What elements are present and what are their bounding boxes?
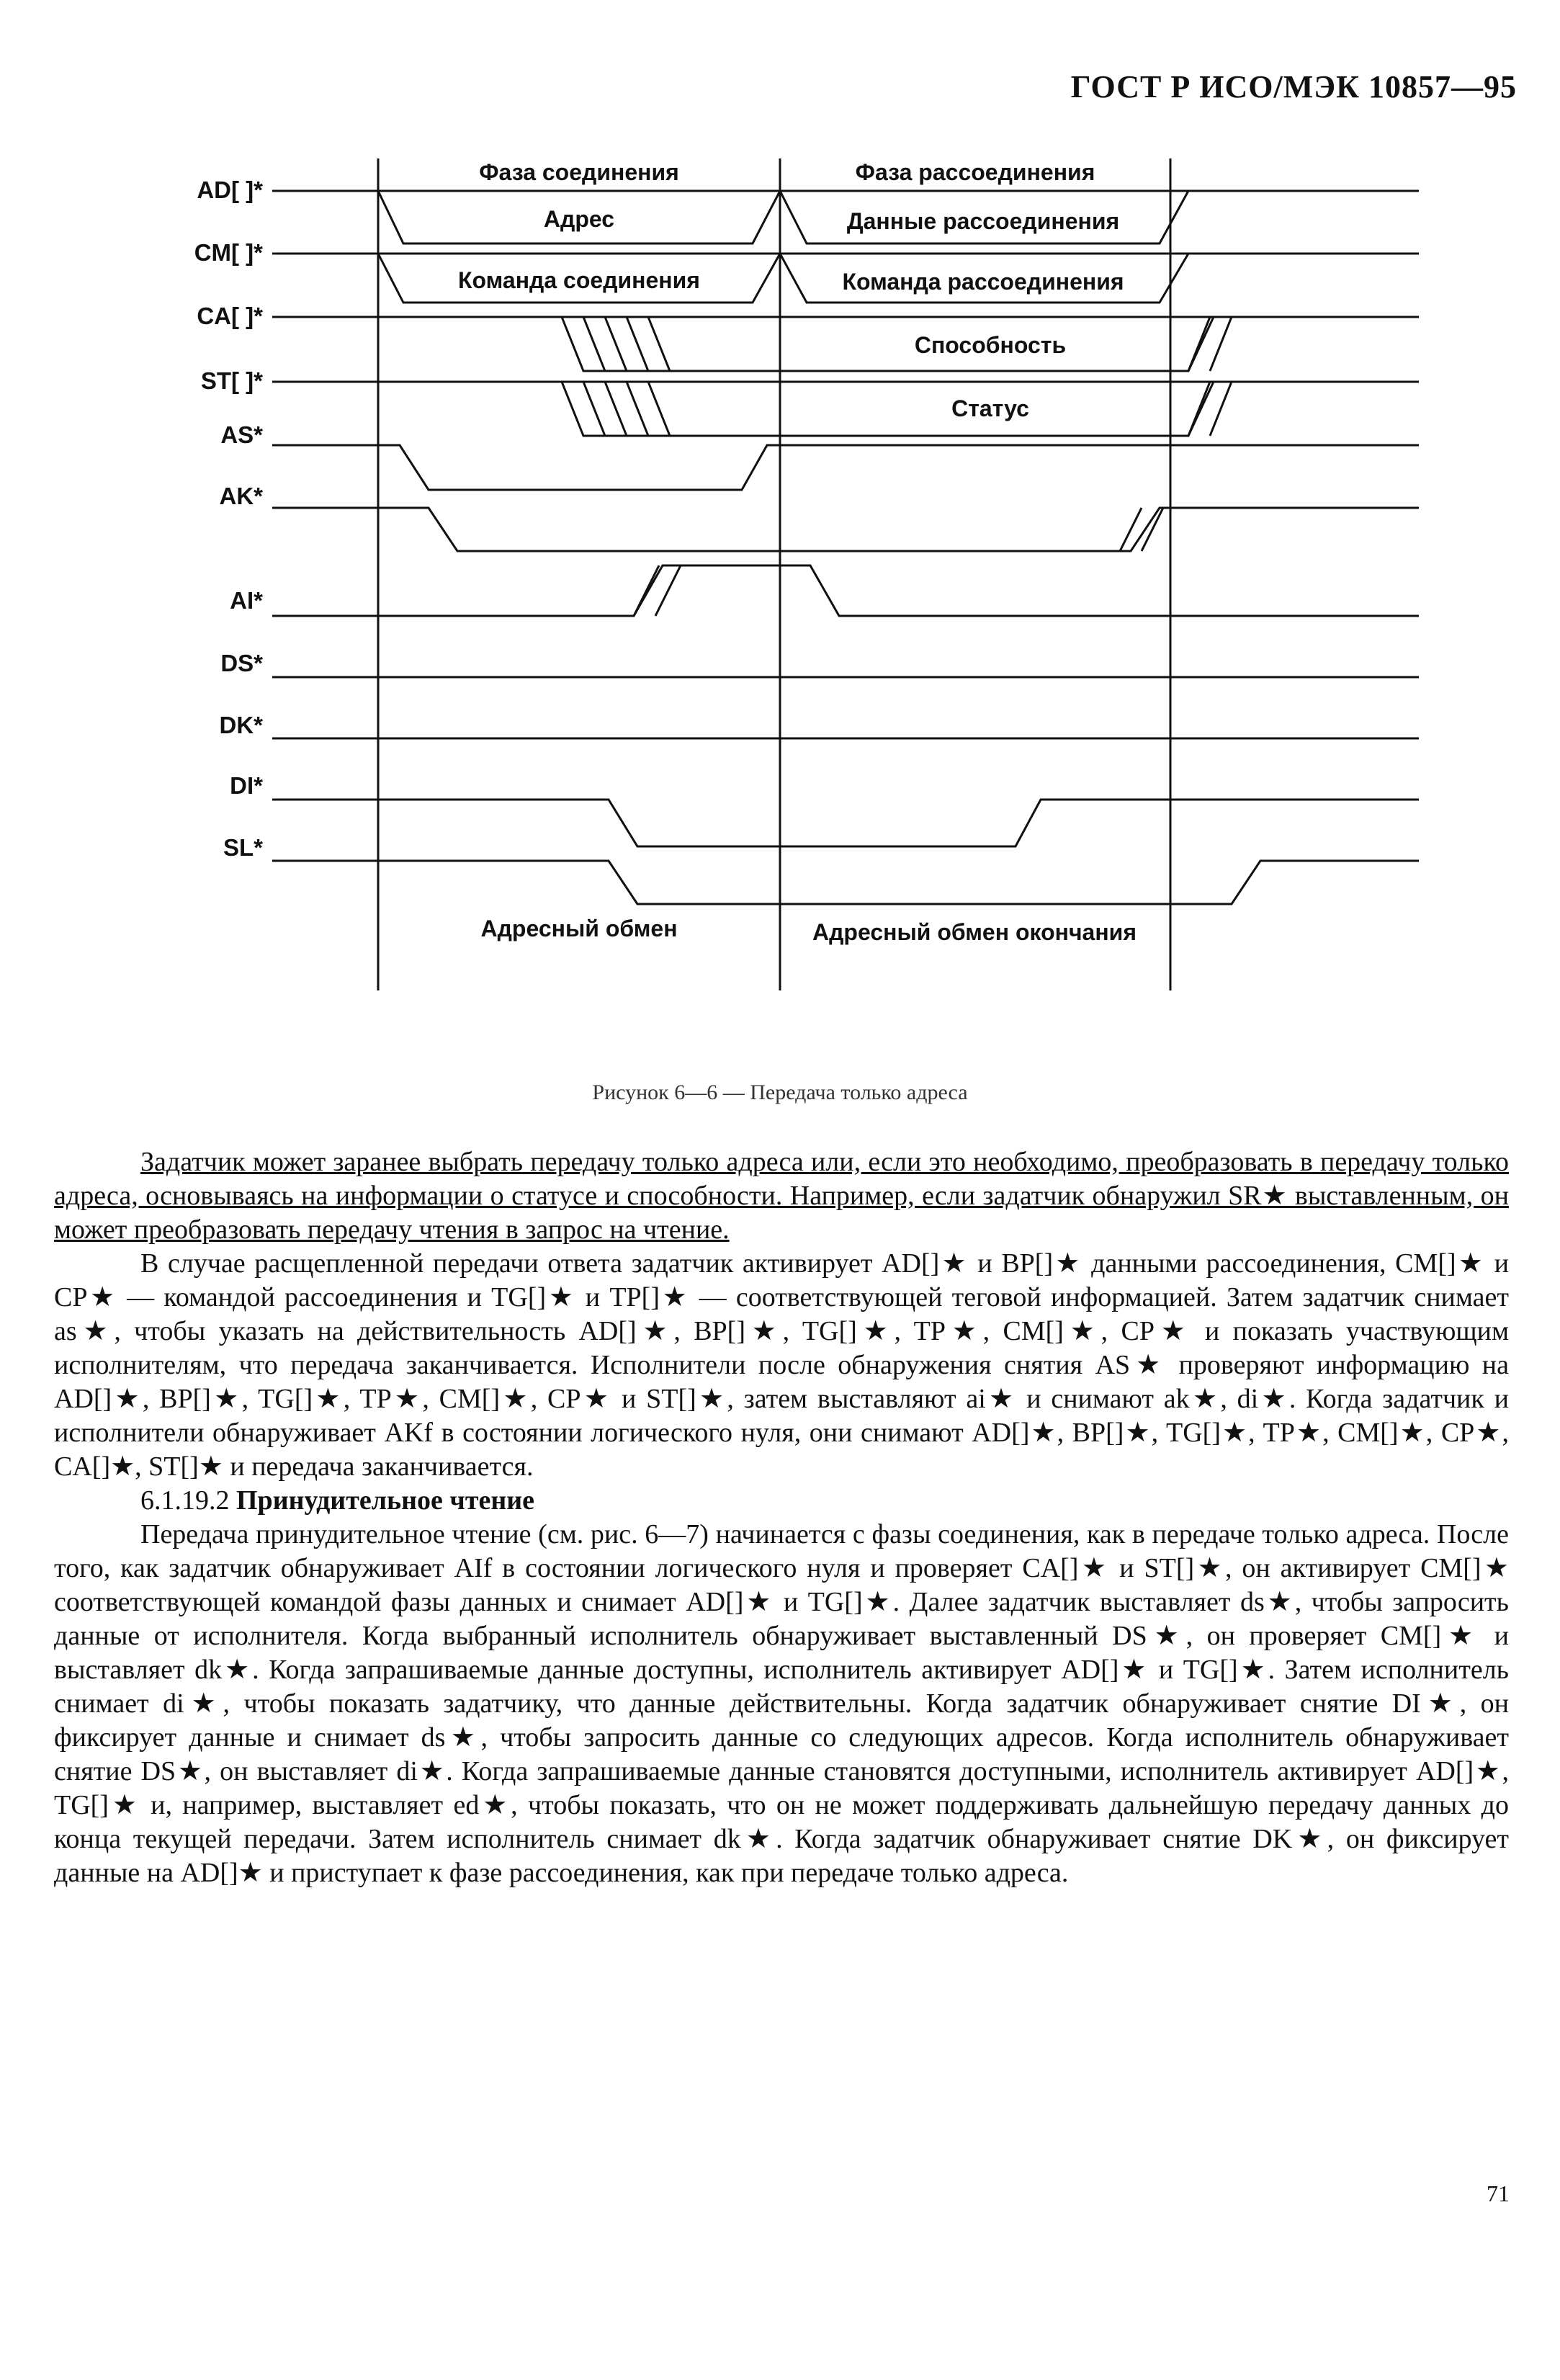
paragraph: Передача принудительное чтение (см. рис. 6—7) начинается с фазы соединения, как в передаче только адреса. После того, как задатчик обнаруживает AIf в состоянии логического нуля и проверяет CA[]★ и ST[]★, он активирует CM[]★ соответствующей командой фазы данных и снимает AD[]★ и TG[]★. Далее задатчик выставляет ds★, чтобы запросить данные от исполнителя. Когда выбранный исполнитель обнаруживает выставленный DS★, он проверяет CM[]★ и выставляет dk★. Когда запрашиваемые данные доступны, исполнитель активирует AD[]★ и TG[]★. Затем исполнитель снимает di★, чтобы показать задатчику, что данные действительны. Когда задатчик обнаруживает снятие DI★, он фиксирует данные и снимает ds★, чтобы запросить данные со следующих адресов. Когда исполнитель обнаруживает снятие DS★, он выставляет di★. Когда запрашиваемые данные становятся доступными, исполнитель активирует AD[]★, TG[]★ и, например, выставляет ed★, чтобы показать, что он не может поддерживать дальнейшую передачу данных до конца текущей передачи. Затем исполнитель снимает dk★. Когда задатчик обнаруживает снятие DK★, он фиксирует данные на AD[]★ и приступает к фазе рассоединения, как при передаче только адреса. — [54, 1519, 1509, 1888]
paragraph: Задатчик может заранее выбрать передачу только адреса или, если это необходимо, преобразовать в передачу только адреса, основываясь на информации о статусе и способности. Например, если задатчик обнаружил SR★ выставленным, он может преобразовать передачу чтения в запрос на чтение. — [54, 1147, 1509, 1245]
signal-label: DI* — [230, 772, 263, 799]
section-title: Принудительное чтение — [236, 1485, 535, 1516]
document-header: ГОСТ Р ИСО/МЭК 10857—95 — [1070, 69, 1517, 104]
section-number: 6.1.19.2 — [140, 1485, 230, 1516]
phase-connection-label: Фаза соединения — [479, 159, 679, 185]
disconnect-data-label: Данные рассоединения — [846, 208, 1120, 234]
signal-label: SL* — [223, 834, 263, 861]
signal-label: ST[ ]* — [200, 367, 263, 394]
address-exchange-label: Адресный обмен — [480, 916, 678, 941]
section-heading — [54, 1484, 1509, 1518]
signal-label: AK* — [219, 483, 263, 509]
phase-disconnection-label: Фаза рассоединения — [855, 159, 1095, 185]
sl-waveform — [272, 861, 1419, 904]
ca-hatch — [583, 317, 670, 371]
di-waveform — [272, 800, 1419, 846]
status-label: Статус — [951, 395, 1029, 421]
disconnect-command-label: Команда рассоединения — [842, 269, 1124, 295]
connect-command-label: Команда соединения — [458, 267, 700, 293]
signal-label: CM[ ]* — [194, 239, 263, 266]
address-label: Адрес — [543, 206, 615, 232]
ak-waveform — [272, 508, 1419, 551]
ai-waveform — [272, 565, 1419, 616]
capability-label: Способность — [914, 332, 1067, 358]
address-exchange-end-label: Адресный обмен окончания — [812, 919, 1137, 945]
figure-caption: Рисунок 6—6 — Передача только адреса — [592, 1081, 968, 1104]
body-text — [54, 1145, 1509, 1890]
signal-label: DK* — [219, 712, 263, 738]
signal-label: AS* — [220, 421, 263, 448]
paragraph: В случае расщепленной передачи ответа задатчик активирует AD[]★ и BP[]★ данными рассоединения, CM[]★ и CP★ — командой рассоединения и TG[]★ и TP[]★ — соответствующей теговой информацией. Затем задатчик снимает as★, чтобы указать на действительность AD[]★, BP[]★, TG[]★, TP★, CM[]★, CP★ и показать участвующим исполнителям, что передача заканчивается. Исполнители после обнаружения снятия AS★ проверяют информацию на AD[]★, BP[]★, TG[]★, TP★, CM[]★, CP★ и ST[]★, затем выставляют ai★ и снимают ak★, di★. Когда задатчик и исполнители обнаруживает AKf в состоянии логического нуля, они снимают AD[]★, BP[]★, TG[]★, TP★, CM[]★, CP★, CA[]★, ST[]★ и передача заканчивается. — [54, 1248, 1509, 1482]
signal-label: AI* — [230, 587, 263, 614]
signal-label: AD[ ]* — [197, 176, 263, 203]
signal-label: CA[ ]* — [197, 303, 263, 329]
st-hatch — [583, 382, 670, 436]
page-number: 71 — [1487, 2180, 1510, 2206]
as-waveform — [272, 445, 1419, 490]
signal-label: DS* — [220, 650, 263, 676]
ak-hatch — [1120, 508, 1163, 551]
timing-diagram — [0, 0, 1560, 1023]
